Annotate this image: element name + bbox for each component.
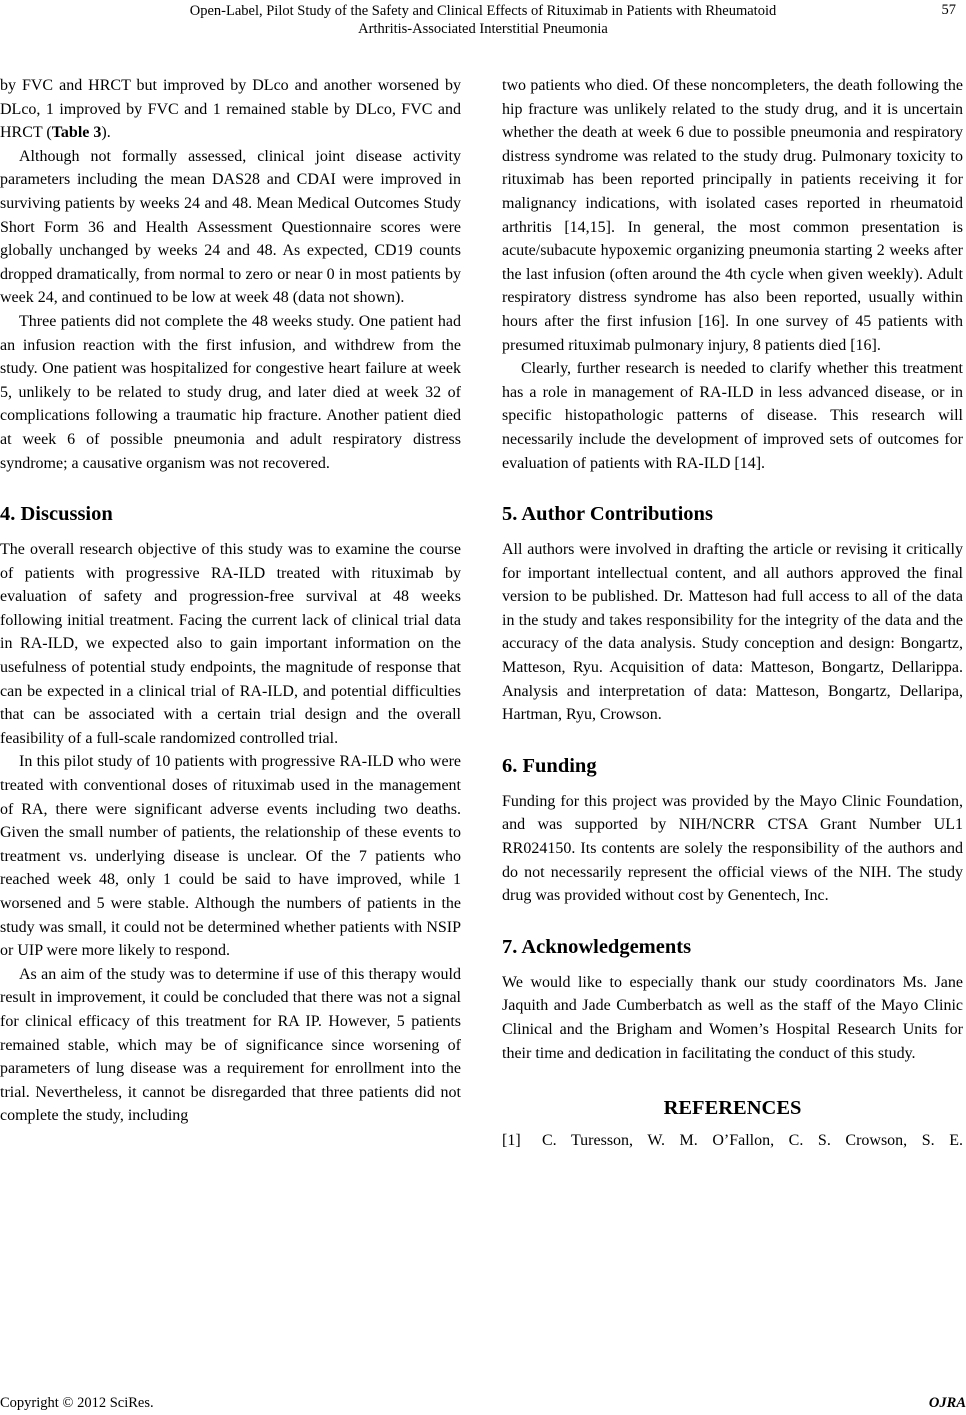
page-number: 57 (941, 2, 956, 18)
header-title-line1: Open-Label, Pilot Study of the Safety and Clinical Effects of Rituximab in Patients with Rheumatoid (189, 3, 777, 19)
paragraph: by FVC and HRCT but improved by DLco and another worsened by DLco, 1 improved by FVC and 1 remained stable by DLco, FVC and HRCT (Table 3). (0, 77, 461, 142)
references-heading: REFERENCES (663, 1097, 802, 1120)
paragraph: The overall research objective of this study was to examine the course of patients with progressive RA-ILD treated with rituximab by evaluation of safety and progression-free survival at 48 weeks following initial treatment. Facing the current lack of clinical trial data in RA-ILD, we expected also to gain important information on the usefulness of potential study endpoints, the magnitude of response that can be expected in a clinical trial of RA-ILD, and potential difficulties that can be associated with a certain trial design and the overall feasibility of a full-scale randomized controlled trial. (0, 541, 461, 747)
paragraph: Although not formally assessed, clinical joint disease activity parameters including the mean DAS28 and CDAI were improved in surviving patients by weeks 24 and 48. Mean Medical Outcomes Study Short Form 36 and Health Assessment Questionnaire scores were globally unchanged by weeks 24 and 48. As expected, CD19 counts dropped dramatically, from normal to zero or near 0 in most patients by week 24, and continued to be low at week 48 (data not shown). (0, 147, 461, 307)
paragraph: As an aim of the study was to determine if use of this therapy would result in improvement, it could be concluded that there was not a signal for clinical efficacy of this treatment for RA IP. However, 5 patients remained stable, which may be of significance since worsening of parameters of lung disease was a requirement for enrollment into the trial. Nevertheless, it cannot be disregarded that three patients did not complete the study, including (0, 965, 461, 1125)
paragraph: In this pilot study of 10 patients with progressive RA-ILD who were treated with conventional doses of rituximab used in the management of RA, there were significant adverse events including two deaths. Given the small number of patients, the relationship of these events to treatment vs. underlying disease is unclear. Of the 7 patients who reached week 48, only 1 could be said to have improved, while 1 worsened and 5 were stable. Although the numbers of patients in the study was small, it could not be determined whether patients with NSIP or UIP were more likely to respond. (0, 753, 461, 960)
reference-item (502, 1129, 963, 1153)
left-column (0, 74, 461, 1128)
section-heading-author-contributions: 5. Author Contributions (502, 503, 713, 526)
section-heading-discussion: 4. Discussion (0, 503, 113, 526)
paragraph: Clearly, further research is needed to clarify whether this treatment has a role in management of RA-ILD in less advanced disease, or in specific histopathologic patterns of disease. This research will necessarily include the development of improved sets of outcomes for evaluation of patients with RA-ILD [14]. (502, 360, 963, 472)
reference-number: [1] (502, 1132, 521, 1150)
paragraph: We would like to especially thank our study coordinators Ms. Jane Jaquith and Jade Cumberbatch as well as the staff of the Mayo Clinic Clinical and the Brigham and Women’s Hospital Research Units for their time and dedication in facilitating the conduct of this study. (502, 973, 963, 1062)
section-heading-acknowledgements: 7. Acknowledgements (502, 935, 692, 958)
section-heading-funding: 6. Funding (502, 754, 597, 777)
copyright-notice: Copyright © 2012 SciRes. (0, 1395, 154, 1411)
right-column (502, 74, 963, 1153)
paragraph: All authors were involved in drafting the article or revising it critically for important intellectual content, and all authors approved the final version to be published. Dr. Matteson had full access to all of the data in the study and takes responsibility for the integrity of the data and the accuracy of the data analysis. Study conception and design: Bongartz, Matteson, Ryu. Acquisition of data: Matteson, Bongartz, Dellarippa. Analysis and interpretation of data: Matteson, Bongartz, Dellaripa, Hartman, Ryu, Crowson. (502, 541, 963, 724)
header-title-line2: Arthritis-Associated Interstitial Pneumonia (358, 21, 608, 37)
reference-text: C. Turesson, W. M. O’Fallon, C. S. Crowson, S. E. (542, 1132, 963, 1150)
paragraph: Three patients did not complete the 48 weeks study. One patient had an infusion reaction with the first infusion, and withdrew from the study. One patient was hospitalized for congestive heart failure at week 5, unlikely to be related to study drug, and later died at week 32 of complications following a traumatic hip fracture. Another patient died at week 6 of possible pneumonia and adult respiratory distress syndrome; a causative organism was not recovered. (0, 312, 461, 472)
table-reference: Table 3 (51, 124, 102, 142)
paragraph: Funding for this project was provided by the Mayo Clinic Foundation, and was supported by NIH/NCRR CTSA Grant Number UL1 RR024150. Its contents are solely the responsibility of the authors and do not necessarily represent the official views of the NIH. The study drug was provided without cost by Genentech, Inc. (502, 792, 963, 905)
journal-abbrev: OJRA (928, 1395, 966, 1411)
paragraph: two patients who died. Of these noncompleters, the death following the hip fracture was unlikely related to the study drug, and it is uncertain whether the death at week 6 due to possible pneumonia and respiratory distress syndrome was related to the study drug. Pulmonary toxicity to rituximab has been reported principally in patients receiving it for malignancy indications, with isolated cases reported in rheumatoid arthritis [14,15]. In general, the most common presentation is acute/subacute hypoxemic organizing pneumonia starting 2 weeks after the last infusion (often around the 4th cycle when given weekly). Adult respiratory distress syndrome has also been reported, usually within hours after the first infusion [16]. In one survey of 45 patients with presumed rituximab pulmonary injury, 8 patients died [16]. (502, 77, 963, 354)
